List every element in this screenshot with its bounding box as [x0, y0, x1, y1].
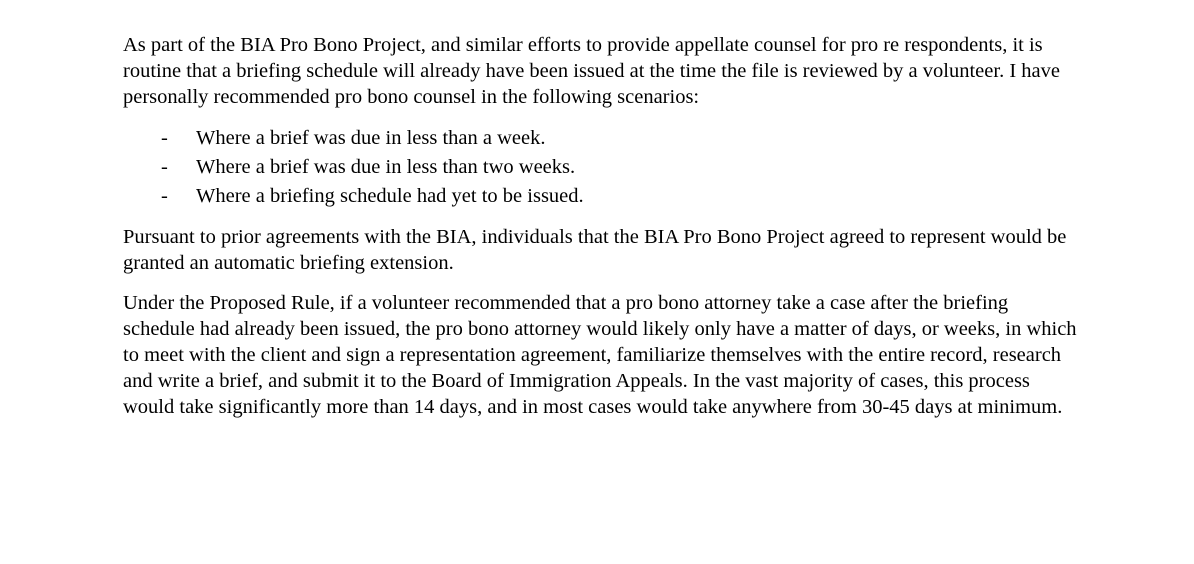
bullet-dash: - [161, 127, 168, 149]
paragraph-agreements: Pursuant to prior agreements with the BIA, individuals that the BIA Pro Bono Project agreed to represent would be granted an automatic briefing extension. [123, 226, 1067, 274]
list-item-text: Where a brief was due in less than two weeks. [196, 156, 576, 178]
bullet-dash: - [161, 156, 168, 178]
list-item-text: Where a brief was due in less than a week. [196, 127, 546, 149]
paragraph-proposed-rule: Under the Proposed Rule, if a volunteer recommended that a pro bono attorney take a case after the briefing schedule had already been issued, the pro bono attorney would likely only have a matter of days, or weeks, in which to meet with the client and sign a representation agreement, familiarize themselves with the entire record, research and write a brief, and submit it to the Board of Immigration Appeals. In the vast majority of cases, this process would take significantly more than 14 days, and in most cases would take anywhere from 30-45 days at minimum. [123, 292, 1077, 418]
paragraph-intro: As part of the BIA Pro Bono Project, and similar efforts to provide appellate counsel for pro re respondents, it is routine that a briefing schedule will already have been issued at the time the file is reviewed by a volunteer. I have personally recommended pro bono counsel in the following scenarios: [123, 34, 1060, 108]
scenario-list [123, 124, 1083, 211]
list-item-text: Where a briefing schedule had yet to be issued. [196, 185, 584, 207]
list-item [123, 153, 1083, 182]
list-item [123, 182, 1083, 211]
document-body [123, 32, 1083, 420]
bullet-dash: - [161, 185, 168, 207]
list-item [123, 124, 1083, 153]
